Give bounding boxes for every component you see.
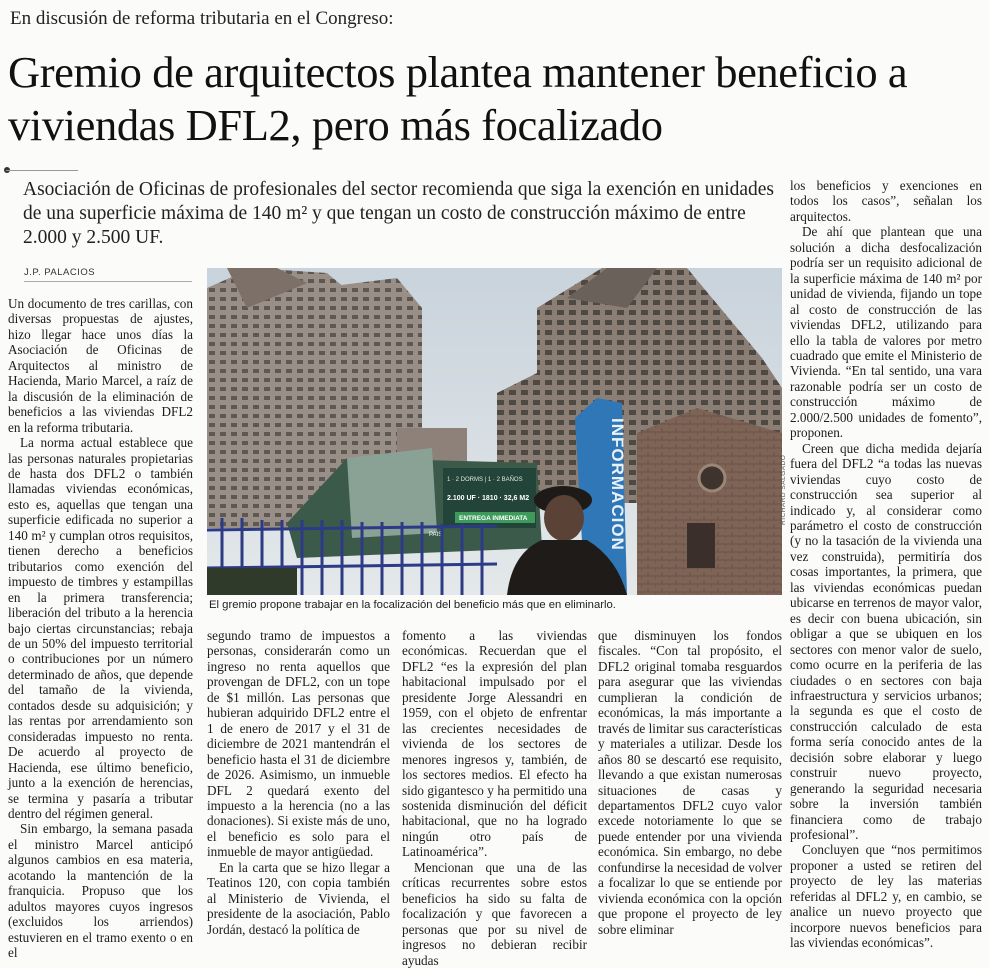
sign-text: INFORMACION [608, 418, 627, 551]
billboard-line-1: 1 · 2 DORMS | 1 · 2 BAÑOS [447, 477, 523, 483]
photo-illustration [207, 268, 782, 595]
billboard-brand: PAIS [429, 532, 443, 538]
paragraph: que disminuyen los fondos fiscales. “Con tal propósito, el DFL2 original tomaba resguardos para asegurar que las viviendas cumplieran la condición de económicas, la más importante a través de limitar sus características y materiales a utilizar. Desde los años 80 se descartó ese requisito, llevando a que existan numerosas situaciones de casas y departamentos DFL2 cuyo valor excede notoriamente lo que se puede entender por una vivienda económica. Sin embargo, no debe confundirse la necesidad de volver a focalizar lo que se entiende por vivienda económica con la opción que propone el proyecto de ley sobre eliminar [598, 628, 782, 937]
billboard-line-3: ENTREGA INMEDIATA [459, 515, 528, 522]
billboard-line-2: 2.100 UF · 1810 · 32,6 M2 [447, 495, 530, 502]
paragraph: De ahí que plantean que una solución a dicha desfocalización podría ser un requisito adicional de la superficie máxima de 140 m² por unidad de vivienda, fijando un tope al costo de construcción de las viviendas DFL2, utilizando para ello la tabla de valores por metro cuadrado que emite el Ministerio de Vivienda. “En tal sentido, una vara razonable podría ser un costo de construcción máximo de 2.000/2.500 unidades de fomento”, proponen. [790, 224, 982, 441]
paragraph: Concluyen que “nos permitimos proponer a usted se retiren del proyecto de ley las materias referidas al DFL2 y, en cambio, se analice un nuevo proyecto que incorpore nuevos beneficios para las viviendas económicas”. [790, 842, 982, 951]
deck: Asociación de Oficinas de profesionales del sector recomienda que siga la exención en unidades de una superficie máxima de 140 m² y que tengan un costo de construcción máximo de entre 2.000 y 2.500 UF. [23, 179, 775, 248]
divider [6, 170, 78, 171]
column-3 [402, 628, 587, 968]
paragraph: segundo tramo de impuestos a personas, considerarán como un ingreso no renta aquellos que provengan de DFL2, con un tope de $1 millón. Las personas que hubieran adquirido DFL2 entre el 1 de enero de 2017 y el 31 de diciembre de 2021 mantendrán el beneficio hasta el 31 de diciembre de 2026. Asimismo, un inmueble DFL 2 quedará exento del impuesto a la herencia (no a las donaciones). Si existe más de uno, el beneficio es solo para el inmueble de mayor antigüedad. [207, 628, 390, 860]
paragraph: Un documento de tres carillas, con diversas propuestas de ajustes, hizo llegar hace unos días la Asociación de Oficinas de Arquitectos al ministro de Hacienda, Mario Marcel, a raíz de la discusión de la eliminación de beneficios a las viviendas DFL2 en la reforma tributaria. [8, 296, 193, 435]
column-2 [207, 628, 390, 937]
paragraph: Sin embargo, la semana pasada el ministro Marcel anticipó algunos cambios en esa materia, acotando la mantención de la franquicia. Propuso que los adultos mayores cuyos ingresos (excluidos los arriendos) estuvieren en el tramo exento o en el [8, 821, 193, 961]
photo-caption: El gremio propone trabajar en la focalización del beneficio más que en eliminarlo. [209, 599, 616, 611]
paragraph: Creen que dicha medida dejaría fuera del DFL2 “a todas las nuevas viviendas cuyo costo de construcción sea superior al indicado y, al considerar como parámetro el costo de construcción (y no la tasación de la vivienda una vez construida), permitiría dos cosas importantes, la primera, que las viviendas económicas puedan ubicarse en terrenos de mayor valor, es decir con buena ubicación, sin obligar a que se ubiquen en los sectores con menor valor de suelo, como ocurre en la periferia de las ciudades o en sectores con baja infraestructura y servicios urbanos; la segunda es que el costo de construcción calculado de esta forma sería conocido antes de la decisión sobre elaborar y luego construir nuevo proyecto, generando la seguridad necesaria sobre la inversión también financiera como de trabajo profesional”. [790, 440, 982, 843]
article-photo [207, 268, 782, 595]
paragraph: Mencionan que una de las críticas recurrentes sobre estos beneficios ha sido su falta de focalización y que favorecen a personas que por su nivel de ingresos no debieran recibir ayudas [402, 859, 587, 968]
paragraph: En la carta que se hizo llegar a Teatinos 120, con copia también al Ministerio de Vivienda, el presidente de la asociación, Pablo Jordán, destacó la política de [207, 859, 390, 937]
headline: Gremio de arquitectos plantea mantener beneficio a viviendas DFL2, pero más focalizado [8, 47, 908, 150]
shrubs [207, 568, 297, 595]
column-1 [8, 296, 193, 960]
column-5 [790, 178, 982, 951]
paragraph: fomento a las viviendas económicas. Recuerdan que el DFL2 “es la expresión del plan habitacional impulsado por el presidente Jorge Alessandri en 1959, con el objeto de enfrentar las crecientes necesidades de vivienda de los sectores de menores ingresos y, también, de los sectores medios. El efecto ha sido gigantesco y ha permitido una sostenida disminución del déficit habitacional, que no ha logrado ningún otro país de Latinoamérica”. [402, 628, 587, 860]
byline-rule [24, 281, 192, 282]
byline: J.P. PALACIOS [24, 267, 96, 278]
column-4 [598, 628, 782, 937]
paragraph: La norma actual establece que las personas naturales propietarias de hasta dos DFL2 o también llamadas viviendas económicas, esto es, aquellas que tengan una superficie edificada no superior a 140 m² y cumplan otros requisitos, tienen derecho a beneficios tributarios como exención del impuesto de timbres y estampillas en la primera transferencia; liberación del tributo a la herencia bajo ciertas circunstancias; rebaja de un 50% del impuesto territorial o contribuciones por un número determinado de años, que depende del tamaño de la vivienda, contados desde su adquisición; y las rentas por arrendamiento son consideradas impuesto no renta. De acuerdo al proyecto de Hacienda, ese último beneficio, junto a la exención de herencias, se termina y pasaría a tributar dentro del régimen general. [8, 435, 193, 821]
paragraph: los beneficios y exenciones en todos los casos”, señalan los arquitectos. [790, 178, 982, 224]
kicker: En discusión de reforma tributaria en el Congreso: [10, 8, 394, 29]
photo-credit: RICHARD SALGADO [780, 454, 787, 525]
